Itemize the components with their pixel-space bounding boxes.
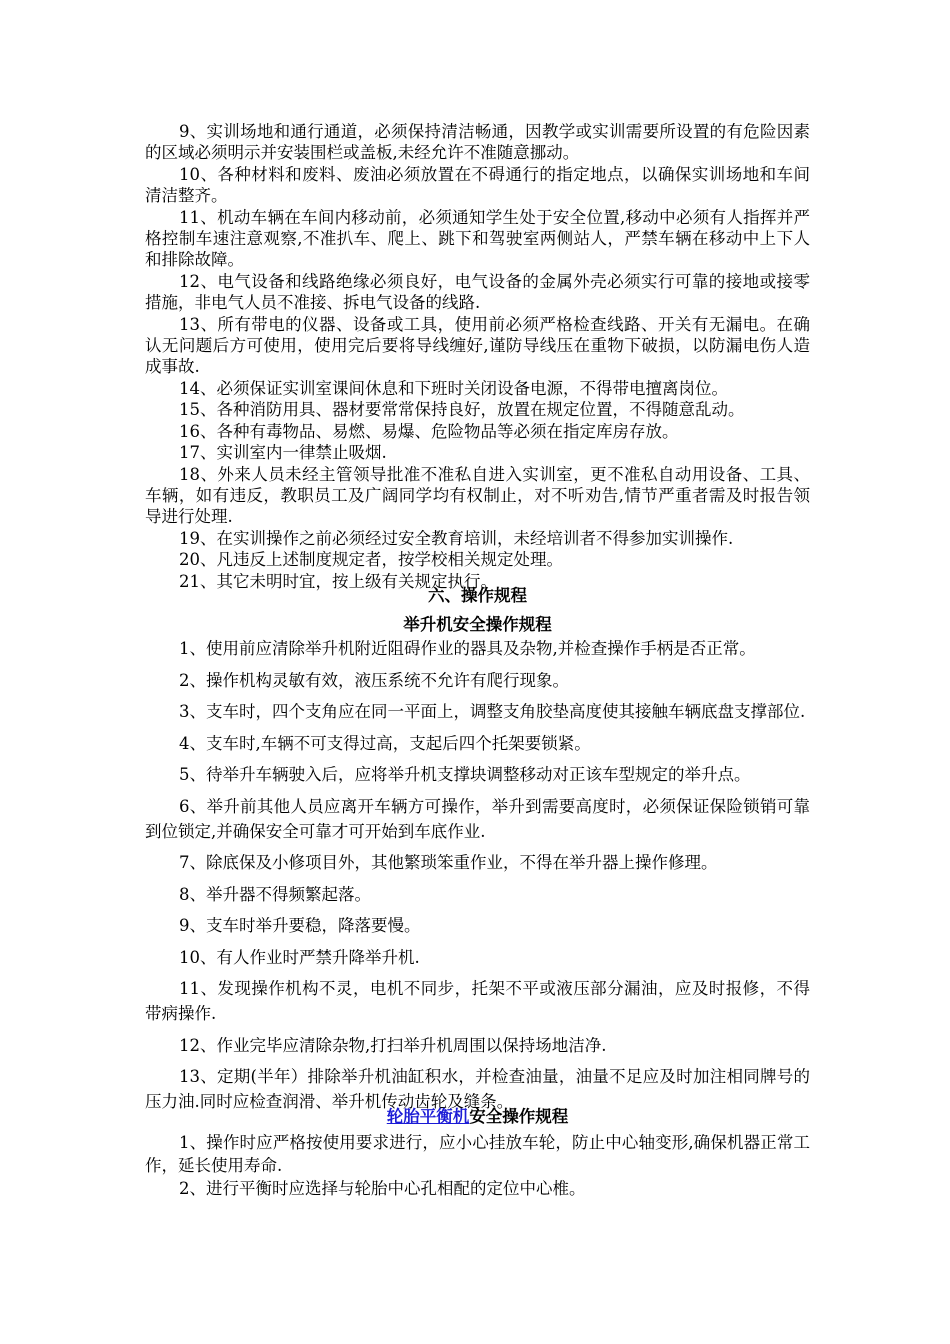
lift-rule-1: 1、使用前应清除举升机附近阻碍作业的器具及杂物,并检查操作手柄是否正常。 [179,639,756,658]
balancer-title [145,1105,810,1129]
balancer-title-rest: 安全操作规程 [469,1107,569,1126]
lab-rules-section [145,121,810,592]
section-title: 六、操作规程 [428,586,527,605]
lab-rule-21: 21、其它未明时宜，按上级有关规定执行。 [179,571,497,591]
lab-rule-20: 20、凡违反上述制度规定者，按学校相关规定处理。 [179,550,563,570]
lab-rule-16: 16、各种有毒物品、易燃、易爆、危险物品等必须在指定库房存放。 [179,421,679,441]
lift-rule-9: 9、支车时举升要稳，降落要慢。 [179,916,421,935]
lab-rule-17: 17、实训室内一律禁止吸烟. [179,443,387,463]
lab-rule-15: 15、各种消防用具、器材要常常保持良好，放置在规定位置，不得随意乱动。 [179,400,745,420]
lift-rule-8: 8、举升器不得频繁起落。 [179,884,371,904]
lift-title: 举升机安全操作规程 [403,615,552,634]
lift-rule-5: 5、待举升车辆驶入后，应将举升机支撑块调整移动对正该车型规定的举升点。 [179,765,751,784]
balancer-title-block [145,1105,810,1129]
section-heading-block [145,585,810,639]
lift-rule-2: 2、操作机构灵敏有效，液压系统不允许有爬行现象。 [179,670,569,690]
lab-rule-13: 13、所有带电的仪器、设备或工具，使用前必须严格检查线路、开关有无漏电。在确认无问题后方可使用，使用完后要将导线缠好,谨防导线压在重物下破损，以防漏电伤人造成事故. [145,314,810,377]
lab-rule-9: 9、实训场地和通行通道，必须保持清洁畅通，因教学或实训需要所设置的有危险因素的区域必须明示并安装围栏或盖板,未经允许不准随意挪动。 [145,122,810,163]
lift-rule-6: 6、举升前其他人员应离开车辆方可操作，举升到需要高度时，必须保证保险锁销可靠到位锁定,并确保安全可靠才可开始到车底作业. [145,796,810,841]
lift-rule-12: 12、作业完毕应清除杂物,打扫举升机周围以保持场地洁净. [179,1035,607,1055]
lift-rule-3: 3、支车时，四个支角应在同一平面上，调整支角胶垫高度使其接触车辆底盘支撑部位. [179,702,806,721]
balancer-title-link[interactable]: 轮胎平衡机 [386,1107,470,1126]
lift-rule-11: 11、发现操作机构不灵，电机不同步，托架不平或液压部分漏油，应及时报修，不得带病操作. [145,979,810,1023]
lift-rule-7: 7、除底保及小修项目外，其他繁琐笨重作业，不得在举升器上操作修理。 [179,853,718,872]
lift-rule-10: 10、有人作业时严禁升降举升机. [179,947,420,967]
lab-rule-12: 12、电气设备和线路绝缘必须良好，电气设备的金属外壳必须实行可靠的接地或接零措施，非电气人员不准接、拆电气设备的线路. [145,271,810,313]
balancer-rule-1: 1、操作时应严格按使用要求进行，应小心挂放车轮，防止中心轴变形,确保机器正常工作，延长使用寿命. [145,1133,810,1175]
balancer-rules-section [145,1131,810,1200]
lift-rules-section [145,636,810,1121]
lab-rule-18: 18、外来人员未经主管领导批准不准私自进入实训室，更不准私自动用设备、工具、车辆，如有违反，教职员工及广阔同学均有权制止，对不听劝告,情节严重者需及时报告领导进行处理. [145,464,810,527]
lift-rule-13: 13、定期(半年）排除举升机油缸积水，并检查油量，油量不足应及时加注相同牌号的压力油.同时应检查润滑、举升机传动齿轮及缝条。 [145,1067,810,1111]
lab-rule-14: 14、必须保证实训室课间休息和下班时关闭设备电源，不得带电擅离岗位。 [179,378,728,398]
balancer-rule-2: 2、进行平衡时应选择与轮胎中心孔相配的定位中心椎。 [179,1179,586,1198]
lab-rule-11: 11、机动车辆在车间内移动前，必须通知学生处于安全位置,移动中必须有人指挥并严格控制车速注意观察,不准扒车、爬上、跳下和驾驶室两侧站人，严禁车辆在移动中上下人和排除故障。 [145,207,810,270]
lift-rule-4: 4、支车时,车辆不可支得过高，支起后四个托架要锁紧。 [179,733,591,753]
lab-rule-10: 10、各种材料和废料、废油必须放置在不碍通行的指定地点，以确保实训场地和车间清洁整齐。 [145,164,810,206]
lab-rule-19: 19、在实训操作之前必须经过安全教育培训，未经培训者不得参加实训操作. [179,528,734,548]
